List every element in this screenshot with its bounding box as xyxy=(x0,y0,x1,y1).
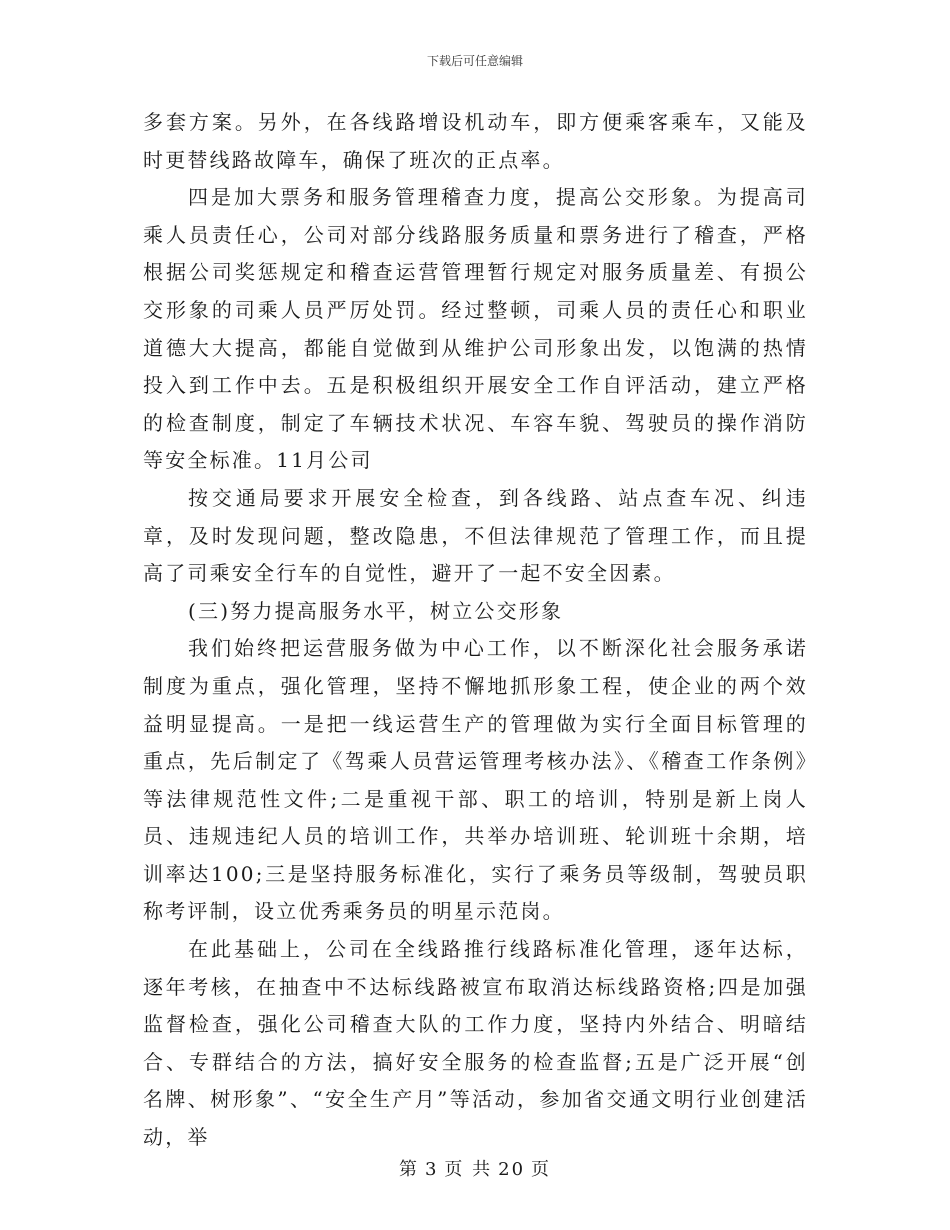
total-pages-number: 20 xyxy=(498,1159,526,1180)
header-note: 下载后可任意编辑 xyxy=(426,54,523,68)
footer-suffix: 页 xyxy=(531,1159,552,1180)
footer-middle: 页 共 xyxy=(444,1159,493,1180)
paragraph: 在此基础上，公司在全线路推行线路标准化管理，逐年达标，逐年考核，在抽查中不达标线路被宣布取消达标线路资格;四是加强监督检查，强化公司稽查大队的工作力度，坚持内外结合、明暗结合、专群结合的方法，搞好安全服务的检查监督;五是广泛开展“创名牌、树形象”、“安全生产月”等活动，参加省交通文明行业创建活动，举 xyxy=(143,937,808,1150)
footer-prefix: 第 xyxy=(398,1159,419,1180)
page-number-footer xyxy=(0,1155,950,1181)
paragraph: 多套方案。另外，在各线路增设机动车，即方便乘客乘车，又能及时更替线路故障车，确保了班次的正点率。 xyxy=(143,110,808,172)
current-page-number: 3 xyxy=(424,1159,439,1180)
paragraph: 四是加大票务和服务管理稽查力度，提高公交形象。为提高司乘人员责任心，公司对部分线路服务质量和票务进行了稽查，严格根据公司奖惩规定和稽查运营管理暂行规定对服务质量差、有损公交形象的司乘人员严厉处罚。经过整顿，司乘人员的责任心和职业道德大大提高，都能自觉做到从维护公司形象出发，以饱满的热情投入到工作中去。五是积极组织开展安全工作自评活动，建立严格的检查制度，制定了车辆技术状况、车容车貌、驾驶员的操作消防等安全标准。11月公司 xyxy=(143,185,808,473)
paragraph: 我们始终把运营服务做为中心工作，以不断深化社会服务承诺制度为重点，强化管理，坚持不懈地抓形象工程，使企业的两个效益明显提高。一是把一线运营生产的管理做为实行全面目标管理的重点，先后制定了《驾乘人员营运管理考核办法》、《稽查工作条例》等法律规范性文件;二是重视干部、职工的培训，特别是新上岗人员、违规违纪人员的培训工作，共举办培训班、轮训班十余期，培训率达100;三是坚持服务标准化，实行了乘务员等级制，驾驶员职称考评制，设立优秀乘务员的明星示范岗。 xyxy=(143,636,808,924)
section-heading: (三)努力提高服务水平，树立公交形象 xyxy=(188,598,564,623)
paragraph: 按交通局要求开展安全检查，到各线路、站点查车况、纠违章，及时发现问题，整改隐患，不但法律规范了管理工作，而且提高了司乘安全行车的自觉性，避开了一起不安全因素。 xyxy=(143,485,808,586)
document-body xyxy=(143,104,808,1157)
